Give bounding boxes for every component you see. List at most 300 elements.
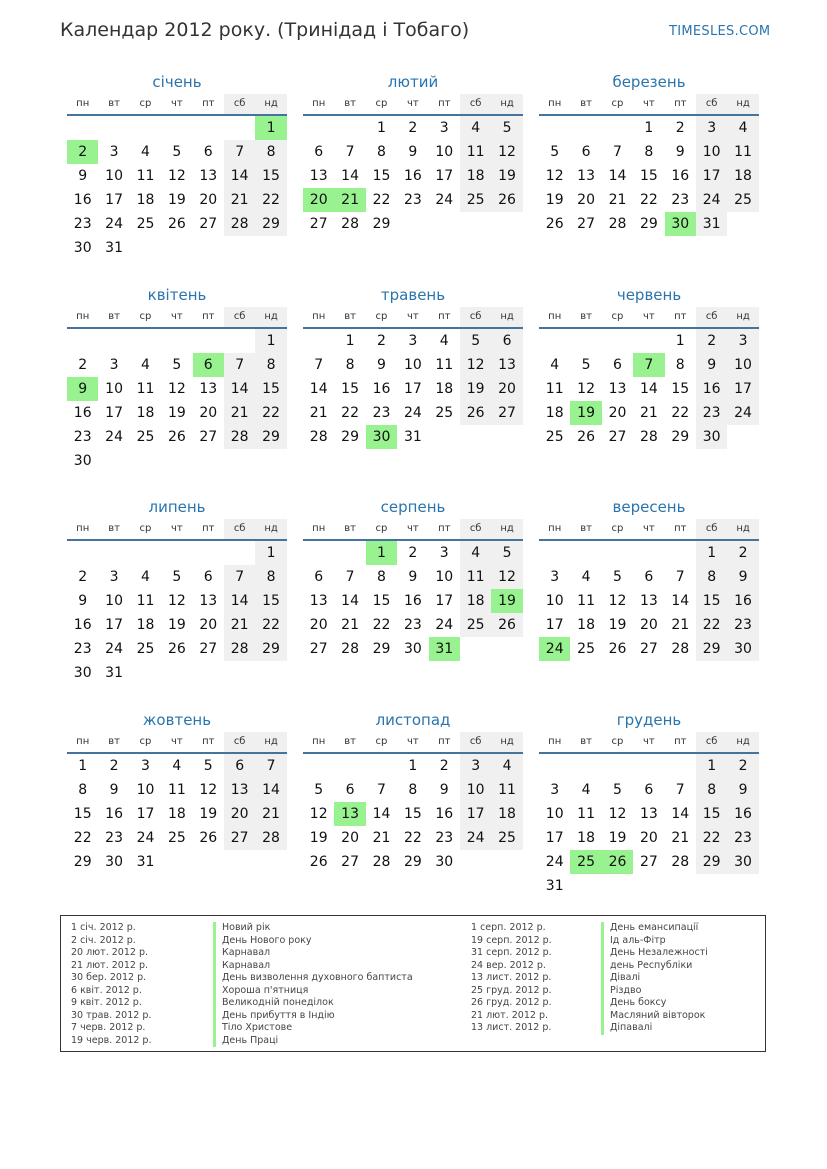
day-cell: 2	[439, 758, 449, 774]
day-cell: 17	[403, 381, 422, 397]
month-12	[539, 710, 759, 898]
empty-cell	[665, 541, 696, 565]
day-cell: 31	[696, 212, 727, 236]
day-cell: 3	[109, 144, 119, 160]
day-cell: 20	[224, 802, 255, 826]
weekday-header	[67, 94, 287, 114]
weekday-label: сб	[696, 519, 727, 539]
day-cell: 9	[696, 353, 727, 377]
holiday-day-cell: 24	[539, 637, 570, 661]
day-cell: 17	[545, 830, 564, 846]
day-cell: 25	[136, 216, 155, 232]
legend-date: 24 вер. 2012 р.	[471, 959, 546, 971]
day-cell: 23	[435, 830, 454, 846]
empty-cell	[224, 541, 255, 565]
empty-cell	[130, 329, 161, 353]
weekday-header	[539, 732, 759, 752]
legend-name: Новий рік	[213, 922, 413, 935]
day-cell: 9	[408, 569, 418, 585]
day-cell: 21	[224, 613, 255, 637]
weekday-label: пт	[438, 736, 451, 747]
day-cell: 25	[435, 405, 454, 421]
day-cell: 15	[372, 593, 391, 609]
day-cell: 16	[105, 806, 123, 822]
day-cell: 20	[309, 617, 328, 633]
day-cell: 28	[255, 826, 286, 850]
day-cell: 1	[675, 333, 685, 349]
day-cell: 27	[639, 641, 658, 657]
day-cell: 8	[255, 140, 286, 164]
empty-cell	[193, 541, 224, 565]
day-cell: 7	[224, 565, 255, 589]
empty-cell	[193, 116, 224, 140]
day-cell: 13	[309, 168, 328, 184]
day-cell: 15	[255, 164, 286, 188]
day-cell: 27	[639, 854, 658, 870]
day-cell: 31	[105, 665, 123, 681]
day-cell: 7	[224, 353, 255, 377]
empty-cell	[334, 116, 365, 140]
empty-cell	[633, 329, 664, 353]
weekday-label: чт	[171, 523, 183, 534]
day-cell: 10	[105, 593, 123, 609]
day-cell: 27	[199, 216, 218, 232]
day-cell: 27	[608, 429, 627, 445]
day-cell: 11	[545, 381, 564, 397]
weekday-label: вт	[108, 736, 120, 747]
day-cell: 19	[608, 830, 627, 846]
weekday-label: ср	[611, 311, 624, 322]
page-title: Календар 2012 року. (Тринідад і Тобаго)	[60, 19, 470, 41]
day-cell: 3	[696, 116, 727, 140]
legend-date: 21 лют. 2012 р.	[71, 959, 148, 971]
weekday-label: нд	[727, 519, 758, 539]
month-11	[303, 710, 523, 874]
weekday-label: вт	[344, 523, 356, 534]
day-cell: 4	[141, 144, 150, 160]
day-cell: 19	[608, 617, 627, 633]
day-cell: 31	[105, 240, 123, 256]
day-cell: 29	[671, 429, 690, 445]
holiday-day-cell: 26	[602, 850, 633, 874]
day-cell: 26	[167, 641, 186, 657]
day-cell: 6	[314, 144, 324, 160]
day-cell: 17	[105, 617, 123, 633]
day-grid	[67, 541, 287, 685]
day-cell: 28	[224, 637, 255, 661]
day-grid	[303, 541, 523, 661]
weekday-label: пт	[674, 98, 687, 109]
day-cell: 29	[639, 216, 658, 232]
weekday-label: чт	[407, 98, 419, 109]
weekday-label: ср	[375, 523, 388, 534]
weekday-label: сб	[224, 519, 255, 539]
day-cell: 3	[109, 357, 119, 373]
day-cell: 7	[345, 569, 355, 585]
weekday-label: чт	[171, 98, 183, 109]
day-cell: 3	[408, 333, 418, 349]
day-cell: 1	[255, 541, 286, 565]
weekday-label: пн	[76, 98, 90, 109]
weekday-header	[539, 94, 759, 114]
legend-name: Хороша п'ятниця	[213, 985, 413, 998]
day-cell: 11	[577, 806, 595, 822]
day-cell: 24	[105, 429, 123, 445]
day-cell: 6	[345, 782, 355, 798]
weekday-label: сб	[696, 732, 727, 752]
day-cell: 2	[408, 120, 418, 136]
day-cell: 14	[255, 778, 286, 802]
month-name: квітень	[147, 286, 207, 304]
weekday-label: нд	[727, 307, 758, 327]
day-cell: 8	[377, 144, 386, 160]
legend-date: 1 серп. 2012 р.	[471, 922, 546, 933]
day-cell: 26	[309, 854, 328, 870]
day-cell: 14	[309, 381, 328, 397]
day-cell: 28	[608, 216, 627, 232]
weekday-header	[67, 307, 287, 327]
day-cell: 7	[224, 140, 255, 164]
empty-cell	[334, 754, 365, 778]
day-cell: 10	[460, 778, 491, 802]
holiday-day-cell: 13	[334, 802, 365, 826]
day-cell: 5	[550, 144, 560, 160]
day-cell: 13	[199, 168, 218, 184]
day-cell: 16	[435, 806, 454, 822]
legend-name: День Незалежності	[601, 947, 708, 960]
day-cell: 15	[73, 806, 92, 822]
legend-date: 21 лют. 2012 р.	[471, 1009, 548, 1021]
day-cell: 27	[199, 641, 218, 657]
day-cell: 26	[491, 613, 522, 637]
day-cell: 23	[671, 192, 690, 208]
weekday-label: пн	[312, 311, 326, 322]
day-cell: 2	[109, 758, 119, 774]
weekday-label: нд	[491, 307, 522, 327]
legend-name: Великодній понеділок	[213, 997, 413, 1010]
weekday-label: сб	[224, 307, 255, 327]
day-cell: 21	[255, 802, 286, 826]
weekday-label: вт	[580, 311, 592, 322]
day-cell: 10	[403, 357, 422, 373]
day-cell: 6	[613, 357, 622, 373]
day-cell: 23	[696, 401, 727, 425]
empty-cell	[130, 541, 161, 565]
day-cell: 27	[199, 429, 218, 445]
holiday-day-cell: 6	[193, 353, 224, 377]
legend-name: день Республіки	[601, 960, 708, 973]
day-cell: 15	[255, 589, 286, 613]
day-cell: 5	[491, 541, 522, 565]
month-4	[67, 285, 287, 473]
day-cell: 22	[255, 188, 286, 212]
day-cell: 24	[727, 401, 758, 425]
day-cell: 4	[581, 782, 591, 798]
weekday-label: ср	[375, 98, 388, 109]
day-cell: 16	[372, 381, 391, 397]
day-cell: 13	[639, 806, 658, 822]
month-name: січень	[152, 73, 202, 91]
day-cell: 29	[73, 854, 92, 870]
day-cell: 30	[73, 665, 92, 681]
day-cell: 18	[136, 405, 155, 421]
day-cell: 28	[671, 854, 690, 870]
holiday-day-cell: 25	[570, 850, 601, 874]
day-cell: 22	[696, 826, 727, 850]
day-cell: 11	[727, 140, 758, 164]
weekday-label: вт	[344, 311, 356, 322]
day-cell: 20	[199, 405, 218, 421]
day-cell: 5	[460, 329, 491, 353]
day-cell: 15	[372, 168, 391, 184]
legend-date: 9 квіт. 2012 р.	[71, 997, 142, 1008]
weekday-label: пт	[674, 523, 687, 534]
legend-right-names	[601, 922, 708, 1035]
month-name: червень	[616, 286, 682, 304]
day-cell: 4	[550, 357, 560, 373]
day-cell: 30	[105, 854, 123, 870]
day-grid	[303, 116, 523, 236]
weekday-label: вт	[580, 736, 592, 747]
empty-cell	[602, 754, 633, 778]
day-cell: 1	[377, 120, 386, 136]
day-cell: 22	[671, 405, 690, 421]
day-cell: 15	[671, 381, 690, 397]
empty-cell	[303, 116, 334, 140]
day-cell: 24	[403, 405, 422, 421]
day-cell: 9	[439, 782, 449, 798]
day-cell: 19	[491, 164, 522, 188]
day-cell: 3	[439, 120, 449, 136]
day-cell: 11	[136, 168, 155, 184]
day-cell: 24	[696, 188, 727, 212]
month-3	[539, 72, 759, 236]
day-cell: 5	[172, 144, 182, 160]
day-cell: 19	[199, 806, 218, 822]
day-cell: 10	[696, 140, 727, 164]
day-cell: 1	[345, 333, 355, 349]
empty-cell	[67, 541, 98, 565]
day-cell: 2	[727, 541, 758, 565]
legend-date: 30 трав. 2012 р.	[71, 1009, 152, 1021]
legend-name: Діпавалі	[601, 1022, 708, 1035]
weekday-label: нд	[727, 732, 758, 752]
day-cell: 1	[696, 754, 727, 778]
day-cell: 26	[460, 401, 491, 425]
day-cell: 22	[341, 405, 359, 421]
day-cell: 17	[105, 405, 123, 421]
weekday-label: пн	[548, 523, 562, 534]
month-name: серпень	[380, 498, 446, 516]
day-cell: 23	[105, 830, 123, 846]
legend-date: 2 січ. 2012 р.	[71, 934, 136, 946]
day-cell: 20	[491, 377, 522, 401]
day-cell: 19	[167, 192, 186, 208]
day-cell: 17	[136, 806, 155, 822]
day-cell: 28	[309, 429, 328, 445]
weekday-label: пн	[548, 736, 562, 747]
day-cell: 4	[727, 116, 758, 140]
day-cell: 21	[639, 405, 658, 421]
holiday-day-cell: 20	[303, 188, 334, 212]
day-cell: 10	[435, 569, 454, 585]
day-cell: 9	[109, 782, 119, 798]
day-cell: 12	[167, 593, 186, 609]
day-cell: 3	[550, 782, 560, 798]
day-cell: 4	[460, 541, 491, 565]
day-cell: 31	[136, 854, 155, 870]
day-cell: 16	[403, 593, 422, 609]
day-cell: 18	[435, 381, 454, 397]
day-cell: 31	[545, 878, 564, 894]
day-cell: 11	[435, 357, 454, 373]
day-cell: 21	[341, 617, 359, 633]
day-cell: 17	[696, 164, 727, 188]
day-cell: 29	[372, 641, 391, 657]
empty-cell	[334, 541, 365, 565]
day-cell: 14	[639, 381, 658, 397]
day-cell: 24	[136, 830, 155, 846]
day-cell: 21	[671, 617, 690, 633]
day-cell: 13	[199, 381, 218, 397]
day-cell: 12	[309, 806, 328, 822]
weekday-label: вт	[108, 98, 120, 109]
empty-cell	[130, 116, 161, 140]
day-cell: 10	[105, 168, 123, 184]
holiday-legend	[60, 915, 766, 1052]
day-cell: 21	[224, 188, 255, 212]
day-cell: 17	[727, 377, 758, 401]
weekday-label: нд	[255, 519, 286, 539]
weekday-label: нд	[727, 94, 758, 114]
day-cell: 23	[372, 405, 391, 421]
holiday-day-cell: 9	[67, 377, 98, 401]
day-cell: 16	[73, 192, 92, 208]
weekday-label: ср	[611, 736, 624, 747]
day-cell: 23	[73, 429, 92, 445]
day-cell: 12	[608, 806, 627, 822]
day-cell: 5	[172, 569, 182, 585]
day-cell: 9	[408, 144, 418, 160]
legend-name: Ід аль-Фітр	[601, 935, 708, 948]
legend-name: День боксу	[601, 997, 708, 1010]
legend-date: 26 груд. 2012 р.	[471, 997, 552, 1008]
empty-cell	[633, 754, 664, 778]
day-cell: 16	[73, 617, 92, 633]
day-cell: 8	[675, 357, 685, 373]
holiday-day-cell: 19	[491, 589, 522, 613]
day-cell: 8	[408, 782, 418, 798]
day-cell: 10	[545, 593, 564, 609]
day-grid	[67, 754, 287, 874]
holiday-day-cell: 19	[570, 401, 601, 425]
day-cell: 1	[696, 541, 727, 565]
day-cell: 4	[439, 333, 449, 349]
day-grid	[303, 754, 523, 874]
day-cell: 26	[608, 641, 627, 657]
day-cell: 13	[491, 353, 522, 377]
day-cell: 14	[341, 168, 359, 184]
day-cell: 21	[608, 192, 627, 208]
day-cell: 25	[460, 613, 491, 637]
weekday-label: пт	[674, 736, 687, 747]
day-cell: 8	[377, 569, 386, 585]
day-cell: 25	[577, 641, 595, 657]
weekday-label: нд	[491, 732, 522, 752]
day-cell: 21	[671, 830, 690, 846]
legend-date: 13 лист. 2012 р.	[471, 1022, 552, 1033]
day-cell: 10	[727, 353, 758, 377]
day-cell: 6	[491, 329, 522, 353]
legend-name: День емансипації	[601, 922, 708, 935]
day-cell: 20	[608, 405, 627, 421]
day-cell: 11	[460, 140, 491, 164]
day-cell: 11	[577, 593, 595, 609]
day-cell: 27	[491, 401, 522, 425]
empty-cell	[224, 329, 255, 353]
empty-cell	[602, 329, 633, 353]
day-cell: 18	[460, 589, 491, 613]
day-cell: 21	[372, 830, 391, 846]
day-cell: 6	[644, 569, 654, 585]
day-cell: 26	[199, 830, 218, 846]
day-grid	[539, 541, 759, 661]
weekday-header	[303, 307, 523, 327]
month-8	[303, 497, 523, 661]
day-cell: 29	[403, 854, 422, 870]
weekday-label: чт	[171, 311, 183, 322]
weekday-label: сб	[460, 732, 491, 752]
day-cell: 11	[136, 381, 155, 397]
day-cell: 10	[105, 381, 123, 397]
month-name: вересень	[612, 498, 686, 516]
day-cell: 18	[545, 405, 564, 421]
day-cell: 30	[727, 850, 758, 874]
legend-date: 7 черв. 2012 р.	[71, 1022, 146, 1033]
weekday-header	[303, 519, 523, 539]
day-cell: 5	[491, 116, 522, 140]
weekday-label: чт	[407, 311, 419, 322]
day-cell: 12	[577, 381, 595, 397]
day-cell: 26	[577, 429, 595, 445]
day-cell: 25	[167, 830, 186, 846]
day-cell: 11	[491, 778, 522, 802]
day-cell: 16	[73, 405, 92, 421]
brand-link[interactable]: TIMESLES.COM	[669, 24, 771, 39]
legend-name: День визволення духовного баптиста	[213, 972, 413, 985]
day-cell: 22	[255, 613, 286, 637]
month-1	[67, 72, 287, 260]
day-cell: 20	[639, 617, 658, 633]
day-cell: 15	[255, 377, 286, 401]
day-cell: 28	[224, 212, 255, 236]
weekday-label: пт	[202, 311, 215, 322]
weekday-label: чт	[643, 311, 655, 322]
day-cell: 12	[199, 782, 218, 798]
day-cell: 29	[696, 850, 727, 874]
day-cell: 2	[78, 569, 88, 585]
weekday-label: сб	[224, 732, 255, 752]
day-cell: 6	[314, 569, 324, 585]
day-cell: 14	[372, 806, 391, 822]
day-cell: 25	[491, 826, 522, 850]
weekday-label: ср	[139, 98, 152, 109]
legend-name: Дівалі	[601, 972, 708, 985]
day-cell: 5	[172, 357, 182, 373]
day-cell: 22	[372, 617, 391, 633]
day-cell: 14	[671, 593, 690, 609]
empty-cell	[67, 116, 98, 140]
